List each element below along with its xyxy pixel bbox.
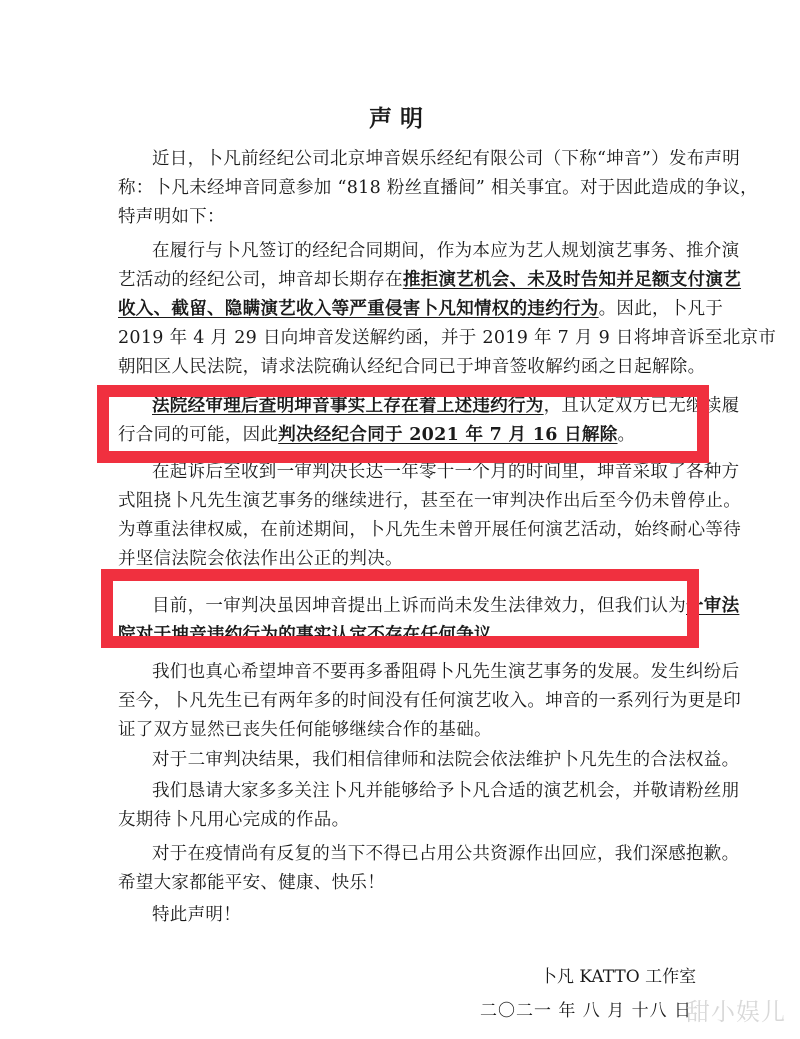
text-segment: 式阻挠卜凡先生演艺事务的继续进行，甚至在一审判决作出后至今仍未曾停止。 [118,491,741,511]
watermark: 甜小娱儿 [686,998,786,1026]
body-line [152,777,740,806]
body-line [118,266,742,295]
text-segment: 我们恳请大家多多关注卜凡并能够给予卜凡合适的演艺机会，并敬请粉丝朋 [152,781,740,801]
emphasized-text: 法院经审理后查明坤音事实上存在着上述违约行为 [152,396,544,416]
body-line [152,658,740,687]
text-segment: 为尊重法律权威，在前述期间，卜凡先生未曾开展任何演艺活动，始终耐心等待 [118,520,741,540]
text-segment: 。因此，卜凡于 [598,299,724,319]
text-segment: 我们也真心希望坤音不要再多番阻碍卜凡先生演艺事务的发展。发生纠纷后 [152,662,740,682]
text-segment: 友期待卜凡用心完成的作品。 [118,810,350,830]
text-segment: 特此声明！ [152,905,241,925]
text-segment: 2019 年 4 月 29 日向坤音发送解约函，并于 2019 年 7 月 9 日将坤音诉至北京市 [118,328,777,348]
body-line [118,487,741,516]
text-segment: 称：卜凡未经坤音同意参加 “818 粉丝直播间” 相关事宜。对于因此造成的争议， [118,178,758,198]
signature: 卜凡 KATTO 工作室 [540,967,697,987]
text-segment: 近日，卜凡前经纪公司北京坤音娱乐经纪有限公司（下称“坤音”）发布声明 [152,149,741,169]
highlight-box-first-instance [101,569,699,648]
text-segment: 行合同的可能，因此 [118,425,279,445]
text-segment: 并坚信法院会依法作出公正的判决。 [118,549,403,569]
emphasized-text: 院对于坤音违约行为的事实认定不存在任何争议 [118,625,492,645]
text-segment: 希望大家都能平安、健康、快乐！ [118,873,385,893]
document-title: 声明 [369,105,431,132]
body-line [152,746,740,775]
body-line [152,840,740,869]
text-segment: 特声明如下： [118,207,225,227]
emphasized-text: 推拒演艺机会、未及时告知并足额支付演艺 [402,270,742,290]
body-line [118,324,777,353]
text-segment: 在履行与卜凡签订的经纪合同期间，作为本应为艺人规划演艺事务、推介演 [152,241,740,261]
body-line [118,516,741,545]
body-line [152,237,740,266]
body-line [118,716,678,745]
text-segment: 。 [491,625,510,645]
text-segment: 朝阳区人民法院，请求法院确认经纪合同已于坤音签收解约函之日起解除。 [118,357,706,377]
body-line [118,174,758,203]
text-segment: 。 [617,425,636,445]
emphasized-text: 收入、截留、隐瞒演艺收入等严重侵害卜凡知情权的违约行为 [118,299,599,319]
emphasized-text: 一审法 [686,596,740,616]
body-line [152,145,741,174]
text-segment: 至今，卜凡先生已有两年多的时间没有任何演艺收入。坤音的一系列行为更是印 [118,691,741,711]
body-line [152,901,678,930]
text-segment: 艺活动的经纪公司，坤音却长期存在 [118,270,403,290]
body-line [118,295,724,324]
text-segment: ，且认定双方已无继续履 [543,396,740,416]
emphasized-text: 判决经纪合同于 2021 年 7 月 16 日解除 [278,425,618,445]
body-line [118,353,706,382]
text-segment: 对于在疫情尚有反复的当下不得已占用公共资源作出回应，我们深感抱歉。 [152,844,740,864]
text-segment: 对于二审判决结果，我们相信律师和法院会依法维护卜凡先生的合法权益。 [152,750,740,770]
date: 二〇二一 年 八 月 十八 日 [480,1001,693,1021]
text-segment: 目前，一审判决虽因坤音提出上诉而尚未发生法律效力，但我们认为 [152,596,686,616]
body-line [118,806,678,835]
highlight-box-court-finding [97,385,709,463]
body-line [118,869,678,898]
text-segment: 证了双方显然已丧失任何能够继续合作的基础。 [118,720,492,740]
text-segment: 在起诉后至收到一审判决长达一年零十一个月的时间里，坤音采取了各种方 [152,462,740,482]
body-line [118,203,678,232]
body-line [118,687,741,716]
